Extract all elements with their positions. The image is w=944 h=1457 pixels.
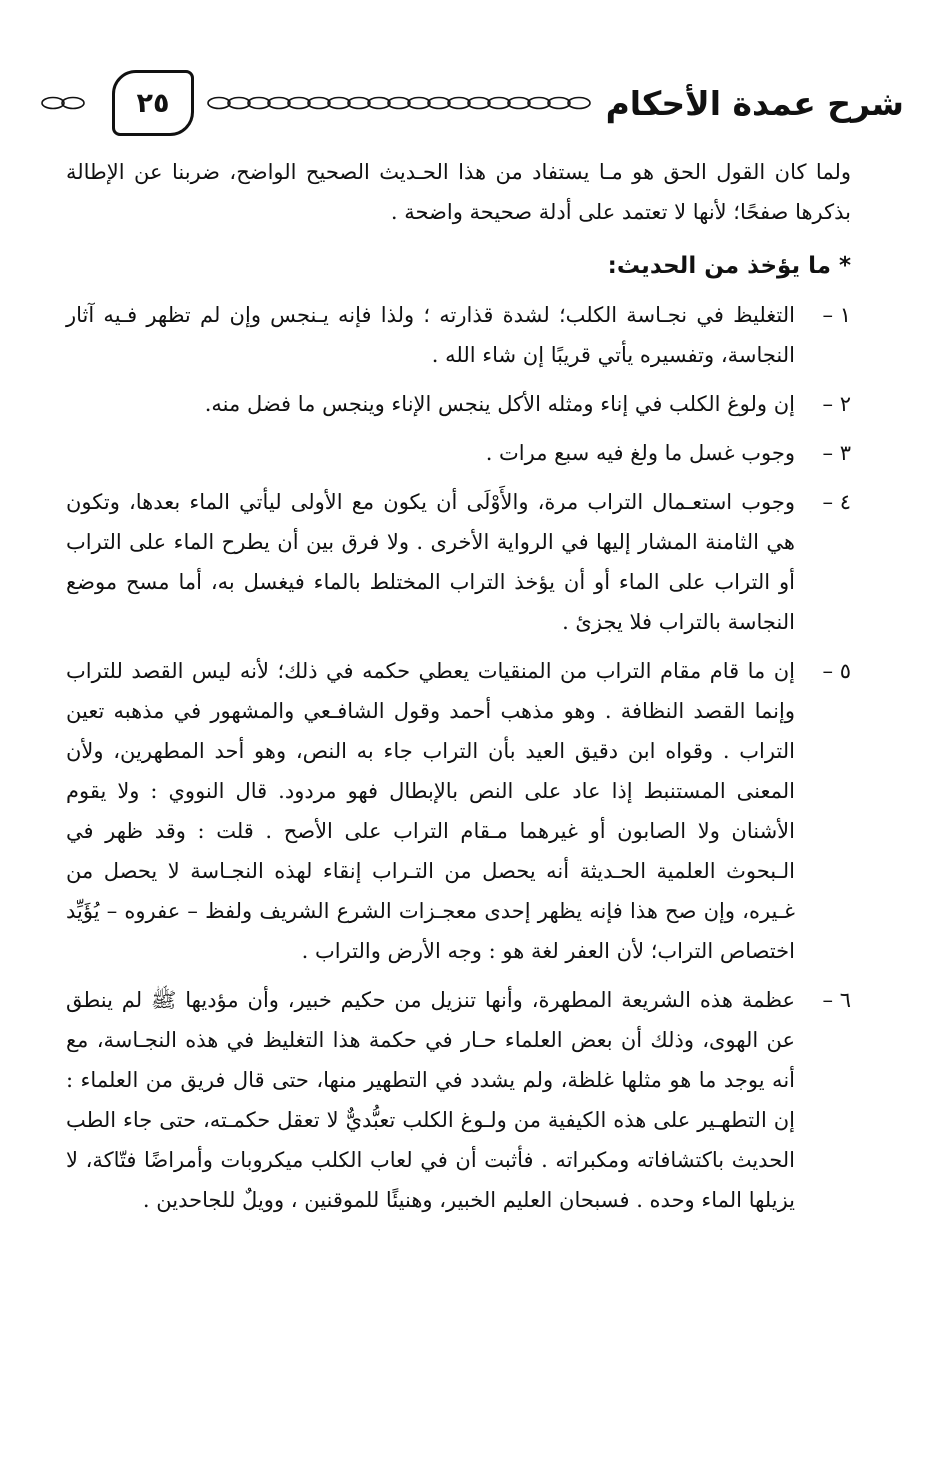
item-number: ٤ – (822, 490, 851, 514)
item-number: ٥ – (822, 659, 851, 683)
section-heading: * ما يؤخذ من الحديث: (607, 253, 851, 279)
item-text: إن ولوغ الكلب في إناء ومثله الأكل ينجس الإناء وينجس ما فضل منه. (204, 392, 795, 416)
item-number: ٦ – (822, 988, 851, 1012)
item-text: إن ما قام مقام التراب من المنقيات يعطي حكمه في ذلك؛ لأنه ليس القصد للتراب وإنما القصد النظافة . وهو مذهب أحمد وقول الشافـعي والمشهور في مذهبه تعين التراب . وقواه ابن دقيق العيد بأن التراب جاء به النص، وهو أحد المطهرين، ولأن المعنى المستنبط إذا عاد على النص بالإبطال فهو مردود. قال النووي : ولا يقوم الأشنان ولا الصابون أو غيرهما مـقام التراب على الأصح . قلت : وقد ظهر في الـبحوث العلمية الحـديثة أنه يحصل من التـراب إنقاء لهذه النجـاسة لا يحصل من غـيره، وإن صح هذا فإنه يظهر إحدى معجـزات الشرع الشريف ولفظ – عفروه – يُؤَيِّد اختصاص التراب؛ لأن العفر لغة هو : وجه الأرض والتراب . (66, 659, 795, 963)
chain-ornament-icon (206, 95, 596, 111)
page-body (66, 152, 851, 1220)
list-item (66, 482, 851, 642)
page-number: ٢٥ (136, 87, 170, 119)
intro-paragraph: ولما كان القول الحق هو مـا يستفاد من هذا الحـديث الصحيح الواضح، ضربنا عن الإطالة بذكرها صفحًا؛ لأنها لا تعتمد على أدلة صحيحة واضحة . (66, 160, 851, 224)
item-text: عظمة هذه الشريعة المطهرة، وأنها تنزيل من حكيم خبير، وأن مؤديها ﷺ لم ينطق عن الهوى، وذلك أن بعض العلماء حـار في حكمة هذا التغليظ في هذه النجـاسة، مع أنه يوجد ما هو مثلها غلظة، ولم يشدد في التطهير منها، حتى قال فريق من العلماء : إن التطهـير على هذه الكيفية من ولـوغ الكلب تعبُّديٌّ لا تعقل حكمـته، حتى جاء الطب الحديث باكتشافاته ومكبراته . فأثبت أن في لعاب الكلب ميكروبات وأمراضًا فتّاكة، لا يزيلها الماء وحده . فسبحان العليم الخبير، وهنيئًا للموقنين ، وويلٌ للجاحدين . (66, 988, 795, 1212)
item-text: وجوب استعـمال التراب مرة، والأَوْلَى أن يكون مع الأولى ليأتي الماء بعدها، وتكون هي الثامنة المشار إليها في الرواية الأخرى . ولا فرق بين أن يطرح الماء على التراب أو التراب على الماء أو أن يؤخذ التراب المختلط بالماء فيغسل به، أما مسح موضع النجاسة بالتراب فلا يجزئ . (66, 490, 795, 634)
item-text: وجوب غسل ما ولغ فيه سبع مرات . (485, 441, 795, 465)
item-number: ٣ – (822, 441, 851, 465)
list-item (66, 651, 851, 971)
list-item (66, 980, 851, 1220)
list-item (66, 433, 851, 473)
page-header (40, 68, 904, 138)
list-item (66, 384, 851, 424)
item-number: ١ – (822, 303, 851, 327)
item-text: التغليظ في نجـاسة الكلب؛ لشدة قذارته ؛ ولذا فإنه يـنجس وإن لم تظهر فـيه آثار النجاسة، وتفسيره يأتي قريبًا إن شاء الله . (66, 303, 795, 367)
page-number-badge (112, 70, 194, 136)
book-title: شرح عمدة الأحكام (605, 83, 904, 123)
list-item (66, 295, 851, 375)
item-number: ٢ – (822, 392, 851, 416)
chain-ornament-icon (40, 95, 100, 111)
